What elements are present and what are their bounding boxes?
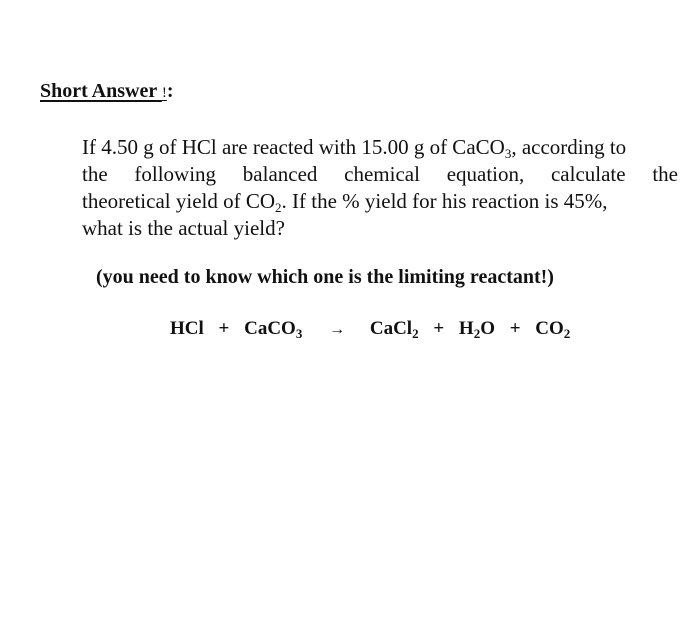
product-co2 — [535, 318, 570, 340]
co2-subscript: 2 — [275, 200, 282, 215]
limiting-reactant-hint: (you need to know which one is the limiting reactant!) — [96, 266, 554, 288]
plus-sign: + — [218, 318, 230, 339]
h2o-formula: H — [458, 318, 474, 339]
co2-subscript: 2 — [563, 326, 571, 341]
cacl2-formula: CaCl — [369, 318, 413, 339]
reaction-arrow-icon: → — [329, 321, 346, 338]
chemical-equation — [170, 318, 570, 340]
question-line-1-start: If 4.50 g of HCl are reacted with 15.00 g of CaCO — [82, 135, 505, 159]
question-line-1 — [82, 134, 678, 161]
section-heading — [40, 80, 174, 103]
h2o-subscript: 2 — [473, 326, 481, 341]
word: following — [134, 162, 217, 186]
caco3-formula: CaCO — [244, 318, 296, 339]
question-line-3-end: . If the % yield for his reaction is 45%, — [281, 189, 608, 213]
word: the — [82, 162, 108, 186]
caco3-subscript: 3 — [504, 146, 512, 161]
plus-sign: + — [433, 318, 445, 339]
word: equation, — [446, 162, 525, 186]
reactant-hcl: HCl — [170, 318, 204, 339]
cacl2-subscript: 2 — [412, 326, 419, 341]
product-cacl2 — [370, 318, 419, 340]
h2o-formula-tail: O — [480, 318, 495, 339]
reactant-caco3 — [244, 318, 302, 340]
caco3-subscript: 3 — [295, 326, 303, 341]
heading-colon: : — [166, 80, 174, 102]
question-text — [82, 134, 678, 242]
question-line-2 — [82, 161, 678, 188]
word: chemical — [344, 162, 420, 186]
plus-sign: + — [509, 318, 521, 339]
word: the — [652, 162, 678, 186]
co2-formula: CO — [535, 318, 564, 339]
question-line-4: what is the actual yield? — [82, 216, 285, 240]
word: calculate — [550, 162, 626, 186]
question-line-3-start: theoretical yield of CO — [82, 189, 276, 213]
exclamation-mark: ! — [161, 85, 167, 101]
word: balanced — [242, 162, 318, 186]
question-line-3 — [82, 188, 678, 215]
section-title: Short Answer — [40, 80, 162, 102]
product-h2o — [459, 318, 495, 340]
question-line-1-end: , according to — [511, 135, 627, 159]
